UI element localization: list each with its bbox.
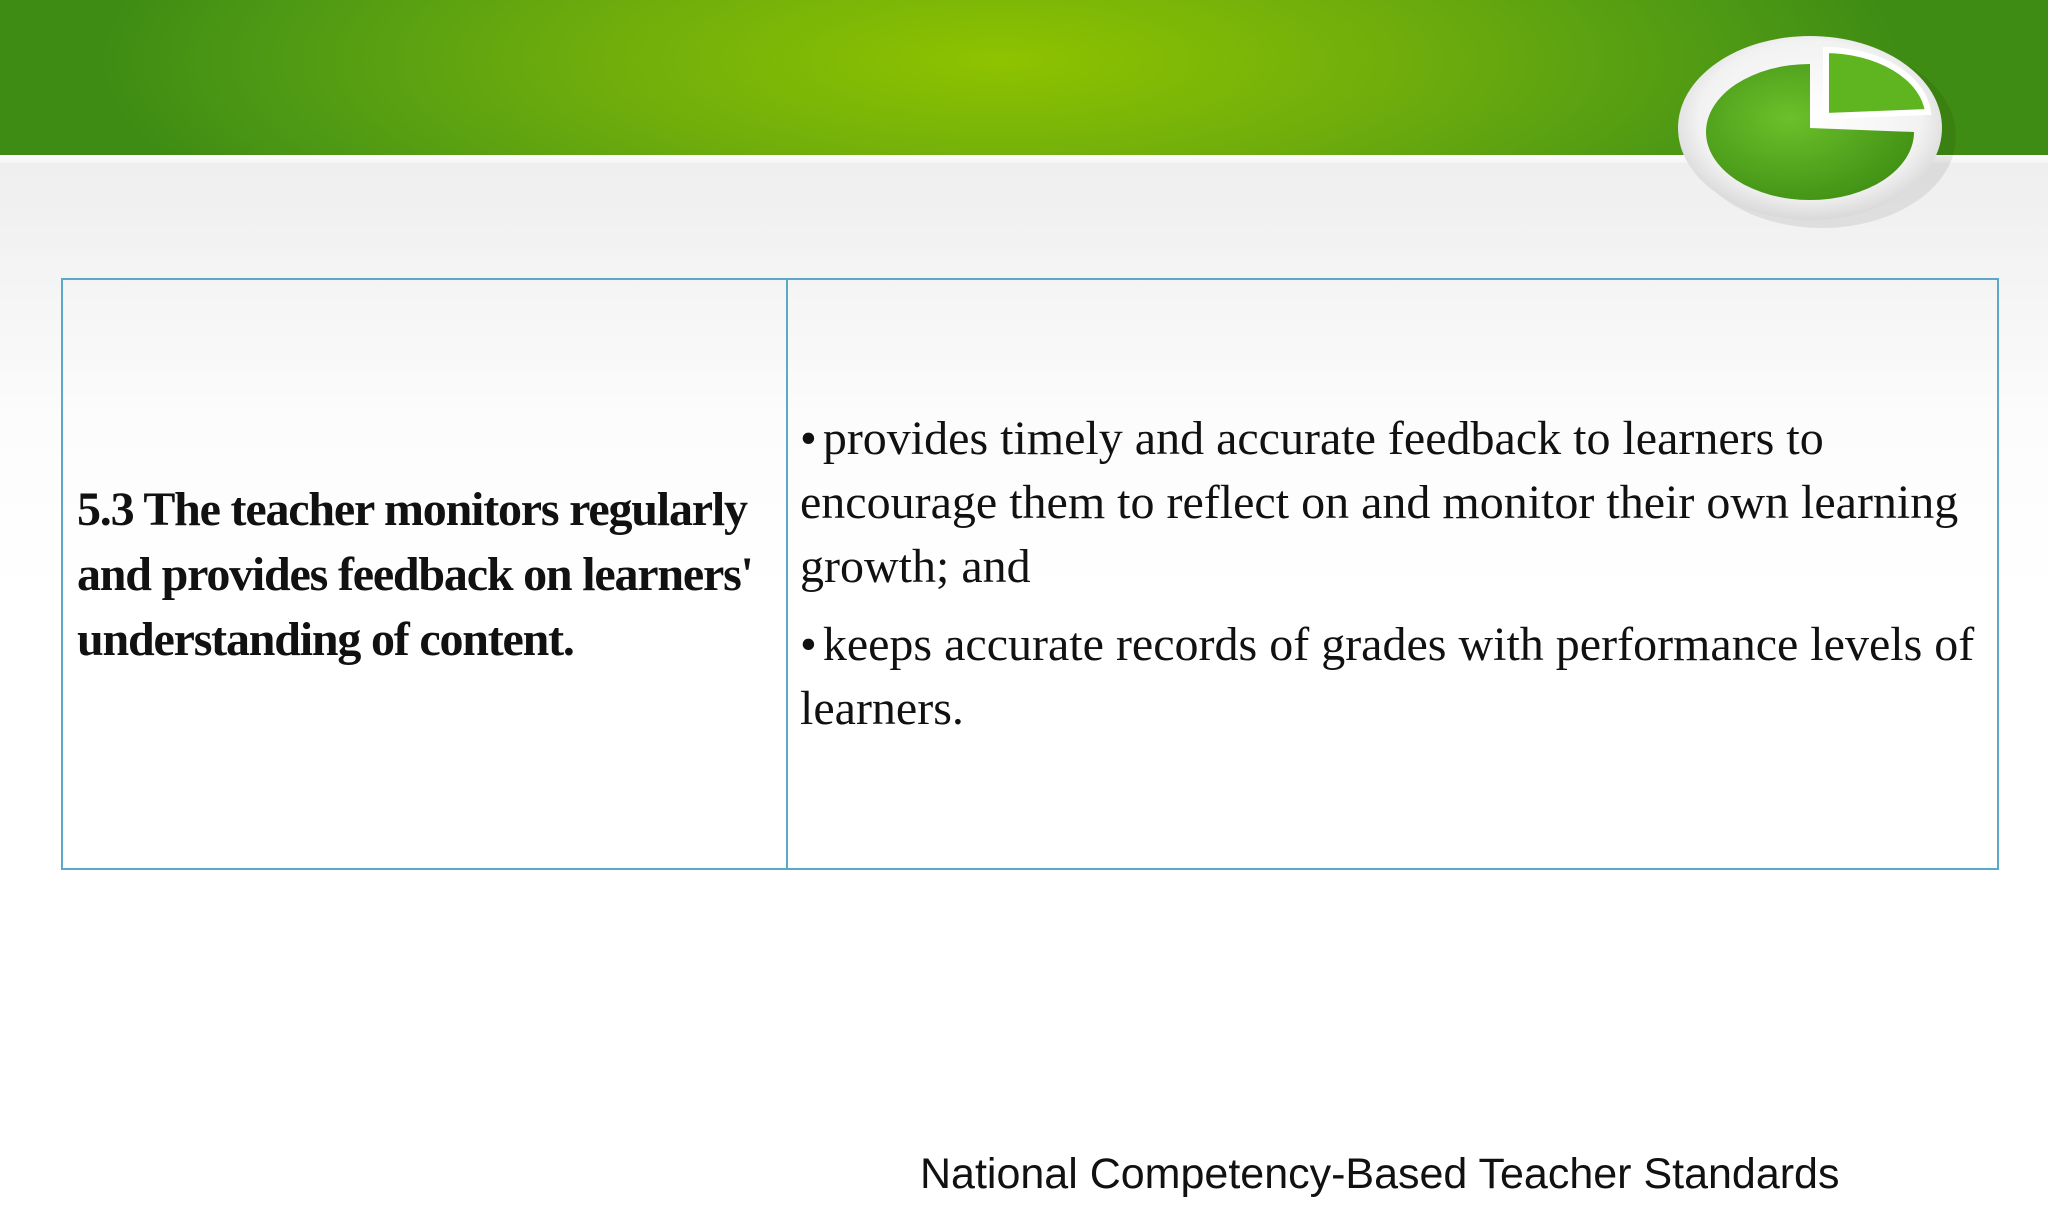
- bullet-icon: •: [800, 618, 817, 671]
- list-item-text: provides timely and accurate feedback to learners to encourage them to reflect on and monitor their own learning growth; and: [800, 412, 1959, 593]
- list-item-text: keeps accurate records of grades with performance levels of learners.: [800, 618, 1975, 735]
- bullet-icon: •: [800, 412, 817, 465]
- description-list: [788, 407, 1997, 741]
- table-row: [62, 279, 1998, 869]
- indicator-cell: [62, 279, 787, 869]
- description-cell: [787, 279, 1998, 869]
- indicator-text: 5.3 The teacher monitors regularly and provides feedback on learners' understanding of content.: [77, 482, 753, 666]
- list-item: [800, 407, 1985, 599]
- list-item: [800, 613, 1985, 741]
- footer-title: National Competency-Based Teacher Standards: [920, 1150, 1840, 1198]
- standards-table: [61, 278, 1999, 870]
- green-pie-chart-logo-icon: [1670, 28, 1970, 238]
